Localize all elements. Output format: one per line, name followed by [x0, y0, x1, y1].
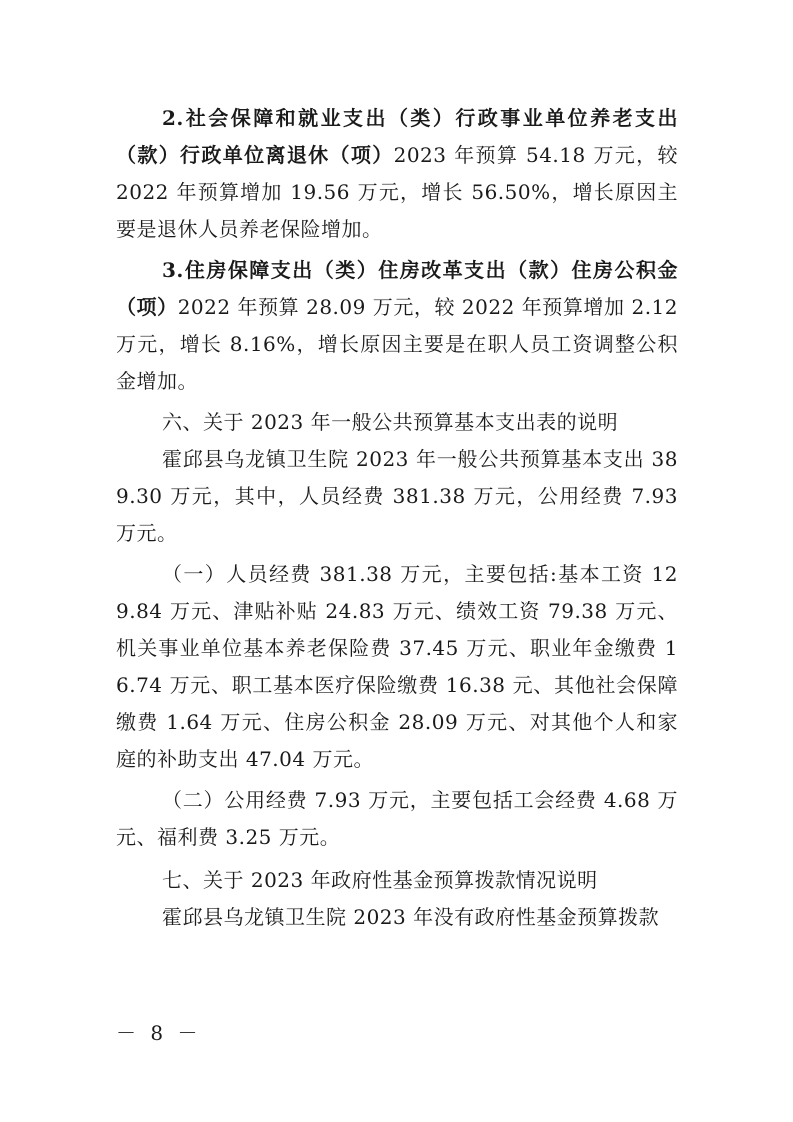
paragraph-bold-lead: 2.社会保障和就业支出（类）行政事业单位养老支出（款）行政单位离退休（项）: [116, 106, 678, 167]
paragraph-housing-security-expenditure: [116, 252, 678, 400]
paragraph-bold-lead: 3.住房保障支出（类）住房改革支出（款）住房公积金（项）: [116, 258, 678, 319]
page-number: － 8 －: [116, 1021, 202, 1045]
paragraph-government-fund: 霍邱县乌龙镇卫生院 2023 年没有政府性基金预算拨款: [162, 905, 660, 929]
paragraph-public-expenses: （二）公用经费 7.93 万元，主要包括工会经费 4.68 万元、福利费 3.25 万元。: [116, 788, 678, 849]
document-body: [116, 100, 678, 936]
section-heading-six: 六、关于 2023 年一般公共预算基本支出表的说明: [162, 410, 619, 434]
paragraph-personnel-expenses: （一）人员经费 381.38 万元，主要包括:基本工资 129.84 万元、津贴补贴 24.83 万元、绩效工资 79.38 万元、机关事业单位基本养老保险费 37.45 万元、职业年金缴费 16.74 万元、职工基本医疗保险缴费 16.38 元、其他社会保障缴费 1.64 万元、住房公积金 28.09 万元、对其他个人和家庭的补助支出 47.04 万元。: [116, 562, 678, 771]
paragraph-text: 2022 年预算 28.09 万元，较 2022 年预算增加 2.12 万元，增长 8.16%，增长原因主要是在职人员工资调整公积金增加。: [116, 295, 679, 393]
paragraph-text: 2023 年预算 54.18 万元，较 2022 年预算增加 19.56 万元，增长 56.50%，增长原因主要是退休人员养老保险增加。: [116, 143, 678, 241]
paragraph-social-security-expenditure: [116, 100, 678, 248]
section-heading-seven: 七、关于 2023 年政府性基金预算拨款情况说明: [162, 868, 598, 892]
paragraph-basic-expenditure-summary: 霍邱县乌龙镇卫生院 2023 年一般公共预算基本支出 389.30 万元，其中，人员经费 381.38 万元，公用经费 7.93 万元。: [116, 447, 678, 545]
